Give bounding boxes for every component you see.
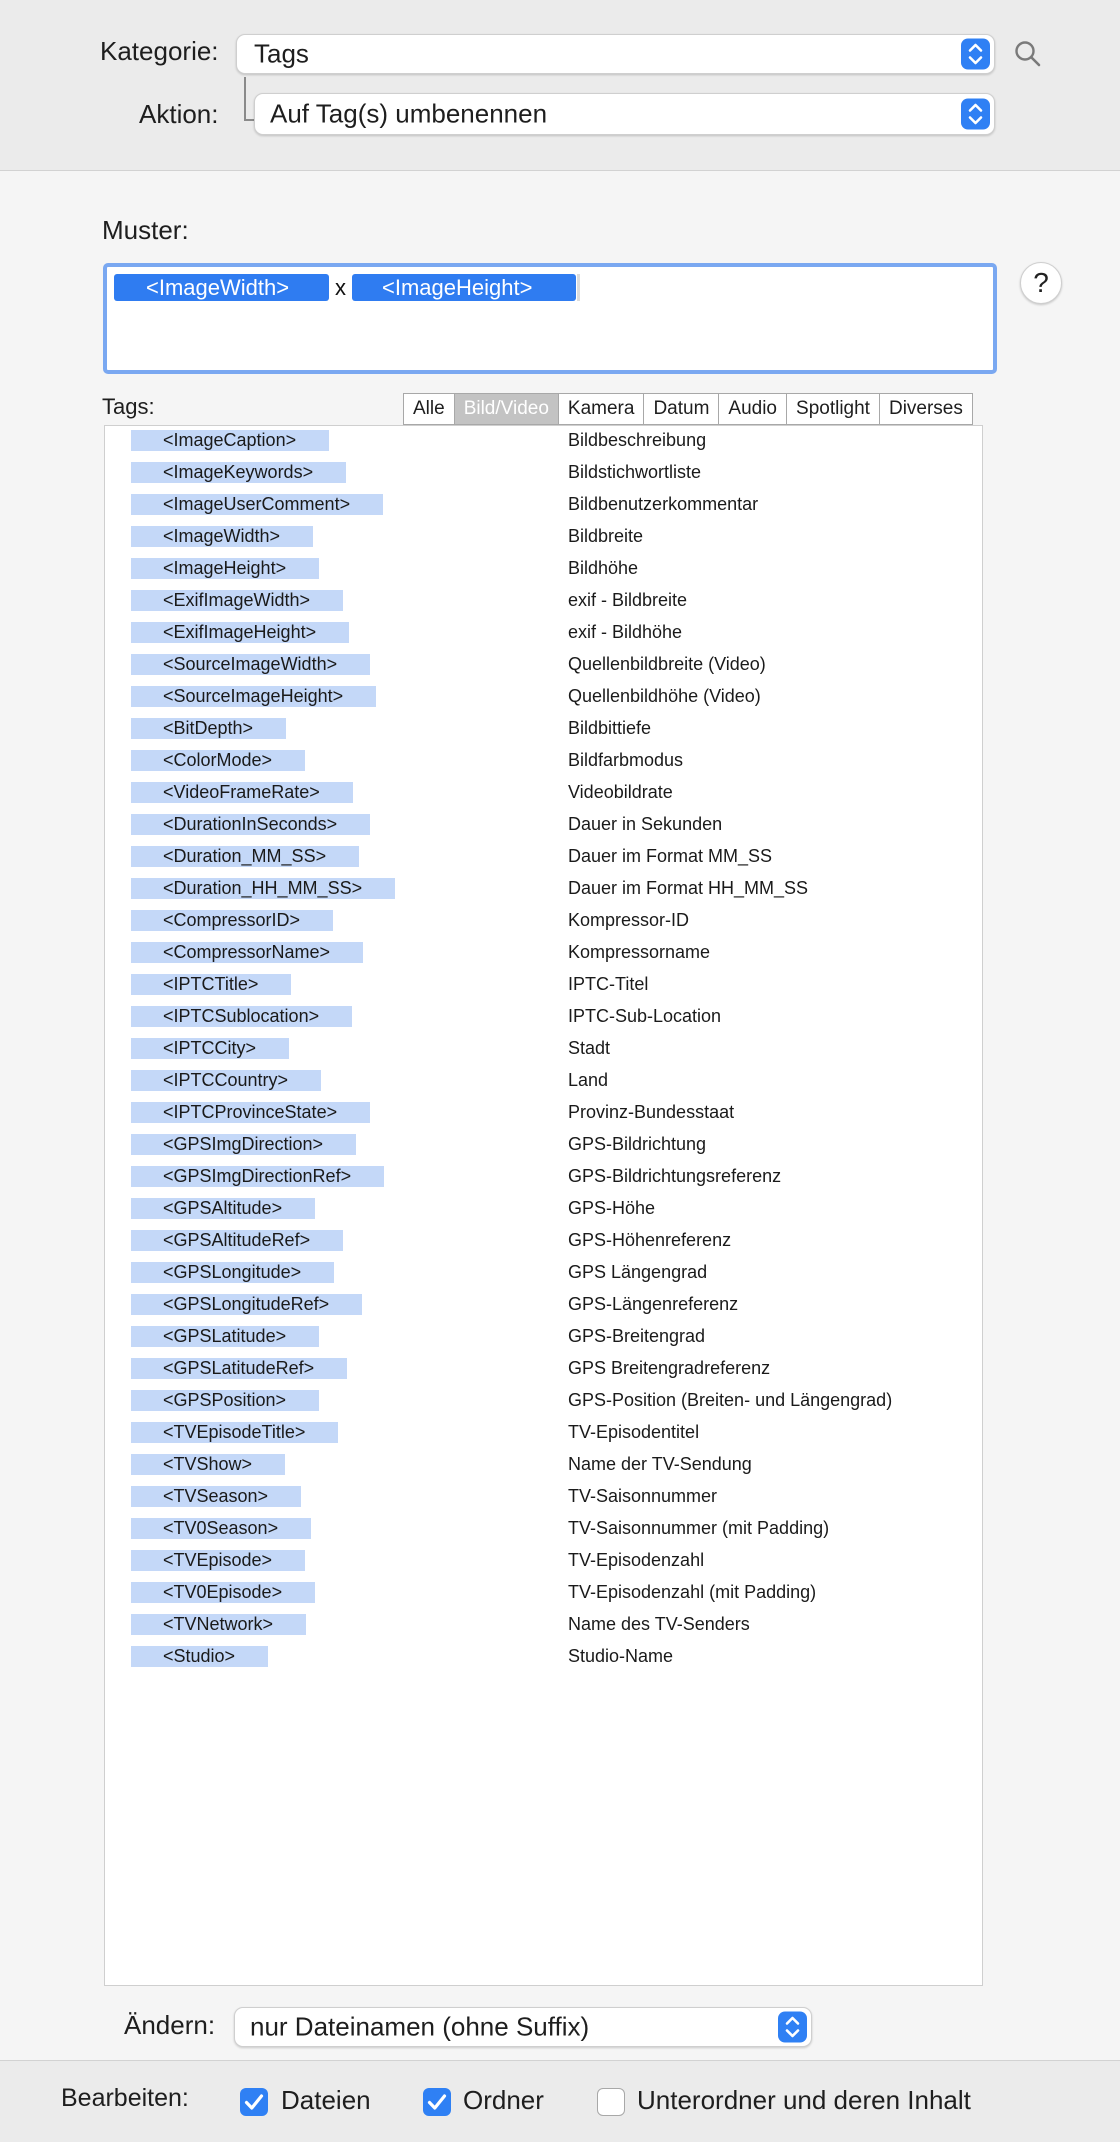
tag-token[interactable]: <TVEpisodeTitle>: [131, 1422, 338, 1443]
tag-description: Bildstichwortliste: [568, 462, 702, 482]
tag-token[interactable]: <IPTCSublocation>: [131, 1006, 352, 1027]
tag-token[interactable]: <IPTCProvinceState>: [131, 1102, 370, 1123]
tag-description: GPS-Bildrichtung: [568, 1134, 707, 1154]
tag-description: Land: [568, 1070, 609, 1090]
tags-label: Tags:: [102, 394, 155, 419]
tag-description: Studio-Name: [568, 1646, 674, 1666]
aktion-value: Auf Tag(s) umbenennen: [270, 98, 548, 129]
tag-row[interactable]: [105, 842, 982, 874]
tag-description: IPTC-Sub-Location: [568, 1006, 722, 1026]
tag-token[interactable]: <IPTCCity>: [131, 1038, 289, 1059]
tag-description: IPTC-Titel: [568, 974, 649, 994]
filter-tab[interactable]: Datum: [644, 394, 719, 424]
checkmark-icon: [423, 2088, 451, 2116]
tag-token[interactable]: <GPSAltitude>: [131, 1198, 315, 1219]
tag-token[interactable]: <CompressorName>: [131, 942, 363, 963]
tag-description: TV-Episodenzahl (mit Padding): [568, 1582, 817, 1602]
tag-description: Name der TV-Sendung: [568, 1454, 752, 1474]
tag-token[interactable]: <IPTCCountry>: [131, 1070, 321, 1091]
pattern-token[interactable]: <ImageHeight>: [352, 274, 576, 301]
pattern-field[interactable]: [103, 263, 997, 374]
tag-row[interactable]: [105, 1034, 982, 1066]
tag-row[interactable]: [105, 1482, 982, 1514]
filter-tab[interactable]: Spotlight: [787, 394, 880, 424]
tag-description: GPS-Höhe: [568, 1198, 656, 1218]
tag-token[interactable]: <SourceImageHeight>: [131, 686, 376, 707]
filter-tab[interactable]: Audio: [719, 394, 787, 424]
filter-tab[interactable]: Diverses: [888, 398, 963, 419]
tag-token[interactable]: <ExifImageHeight>: [131, 622, 349, 643]
tag-token[interactable]: <VideoFrameRate>: [131, 782, 353, 803]
tag-description: Bildbeschreibung: [568, 430, 707, 450]
tag-row[interactable]: [105, 1226, 982, 1258]
tag-row[interactable]: [105, 426, 982, 458]
tag-token[interactable]: <TV0Episode>: [131, 1582, 315, 1603]
chevron-updown-icon: [961, 39, 990, 70]
tag-description: Kompressor-ID: [568, 910, 690, 930]
tag-row[interactable]: [105, 1258, 982, 1290]
tag-token[interactable]: <GPSLatitudeRef>: [131, 1358, 347, 1379]
header-panel: [0, 0, 1120, 171]
pattern-label: Muster:: [102, 215, 189, 245]
tag-token[interactable]: <GPSImgDirection>: [131, 1134, 356, 1155]
tag-token[interactable]: <CompressorID>: [131, 910, 333, 931]
tag-row[interactable]: [105, 1002, 982, 1034]
tag-row[interactable]: [105, 1450, 982, 1482]
tag-description: Bildbenutzerkommentar: [568, 494, 759, 514]
tag-row[interactable]: [105, 714, 982, 746]
tag-row[interactable]: [105, 1098, 982, 1130]
tag-description: Provinz-Bundesstaat: [568, 1102, 735, 1122]
ordner-checkbox[interactable]: [423, 2088, 451, 2116]
tag-row[interactable]: [105, 810, 982, 842]
tag-row[interactable]: [105, 1290, 982, 1322]
tag-token[interactable]: <TVSeason>: [131, 1486, 301, 1507]
tag-row[interactable]: [105, 1354, 982, 1386]
aktion-popup[interactable]: [254, 93, 995, 135]
chevron-updown-icon: [778, 2012, 807, 2043]
checkmark-icon: [240, 2088, 268, 2116]
tag-token[interactable]: <ImageUserComment>: [131, 494, 383, 515]
tag-row[interactable]: [105, 586, 982, 618]
filter-tab[interactable]: Alle: [404, 394, 455, 424]
tag-token[interactable]: <GPSImgDirectionRef>: [131, 1166, 384, 1187]
chevron-updown-icon: [961, 99, 990, 130]
tag-row[interactable]: [105, 1322, 982, 1354]
tag-description: TV-Episodenzahl: [568, 1550, 705, 1570]
tag-row[interactable]: [105, 906, 982, 938]
tag-token[interactable]: <ImageWidth>: [131, 526, 313, 547]
tag-row[interactable]: [105, 1418, 982, 1450]
tag-description: Bildbittiefe: [568, 718, 652, 738]
tag-token[interactable]: <TVNetwork>: [131, 1614, 306, 1635]
dateien-label[interactable]: Dateien: [281, 2085, 371, 2115]
tag-description: Name des TV-Senders: [568, 1614, 750, 1634]
tag-description: GPS-Position (Breiten- und Längengrad): [568, 1390, 893, 1410]
change-value: nur Dateinamen (ohne Suffix): [250, 2011, 590, 2042]
tag-row[interactable]: [105, 490, 982, 522]
tag-description: Quellenbildbreite (Video): [568, 654, 766, 674]
tag-row[interactable]: [105, 1578, 982, 1610]
tag-token[interactable]: <ColorMode>: [131, 750, 305, 771]
tag-row[interactable]: [105, 1194, 982, 1226]
tag-row[interactable]: [105, 874, 982, 906]
tag-row[interactable]: [105, 1162, 982, 1194]
tag-row[interactable]: [105, 1066, 982, 1098]
tag-description: GPS-Bildrichtungsreferenz: [568, 1166, 782, 1186]
change-label: Ändern:: [124, 2010, 216, 2040]
tag-token[interactable]: <GPSLatitude>: [131, 1326, 319, 1347]
tag-description: TV-Saisonnummer (mit Padding): [568, 1518, 830, 1538]
tag-token[interactable]: <ImageCaption>: [131, 430, 329, 451]
tag-row[interactable]: [105, 682, 982, 714]
tag-description: Videobildrate: [568, 782, 673, 802]
tag-description: Bildbreite: [568, 526, 644, 546]
tag-description: exif - Bildbreite: [568, 590, 688, 610]
kategorie-label: Kategorie:: [100, 36, 219, 66]
tag-token[interactable]: <TV0Season>: [131, 1518, 311, 1539]
dateien-checkbox[interactable]: [240, 2088, 268, 2116]
tag-token[interactable]: <TVEpisode>: [131, 1550, 305, 1571]
change-popup[interactable]: [234, 2007, 812, 2047]
tag-row[interactable]: [105, 458, 982, 490]
tag-description: Dauer im Format MM_SS: [568, 846, 773, 866]
tag-description: Dauer in Sekunden: [568, 814, 723, 834]
tag-row[interactable]: [105, 1130, 982, 1162]
tag-token[interactable]: <DurationInSeconds>: [131, 814, 370, 835]
tag-list[interactable]: [104, 425, 983, 1986]
ordner-label[interactable]: Ordner: [463, 2085, 544, 2115]
tag-token[interactable]: <GPSLongitude>: [131, 1262, 334, 1283]
tag-row[interactable]: [105, 938, 982, 970]
tag-token[interactable]: <SourceImageWidth>: [131, 654, 370, 675]
tag-row[interactable]: [105, 1386, 982, 1418]
tag-token[interactable]: <IPTCTitle>: [131, 974, 291, 995]
tag-row[interactable]: [105, 1642, 982, 1674]
tag-token[interactable]: <ImageKeywords>: [131, 462, 346, 483]
tag-token[interactable]: <ExifImageWidth>: [131, 590, 343, 611]
tag-description: GPS-Längenreferenz: [568, 1294, 739, 1314]
tag-description: GPS Längengrad: [568, 1262, 708, 1282]
kategorie-popup[interactable]: [236, 34, 995, 74]
tag-row[interactable]: [105, 1514, 982, 1546]
tag-row[interactable]: [105, 618, 982, 650]
tag-row[interactable]: [105, 778, 982, 810]
pattern-separator: x: [335, 275, 346, 300]
tag-token[interactable]: <ImageHeight>: [131, 558, 319, 579]
tag-description: Quellenbildhöhe (Video): [568, 686, 761, 706]
tag-token[interactable]: <Studio>: [131, 1646, 268, 1667]
tag-description: GPS-Höhenreferenz: [568, 1230, 732, 1250]
filter-tab[interactable]: Kamera: [559, 394, 645, 424]
tag-token[interactable]: <GPSAltitudeRef>: [131, 1230, 343, 1251]
tag-token[interactable]: <BitDepth>: [131, 718, 286, 739]
edit-label: Bearbeiten:: [61, 2084, 189, 2112]
tag-token[interactable]: <GPSPosition>: [131, 1390, 319, 1411]
pattern-cursor: [577, 274, 580, 301]
tag-token[interactable]: <GPSLongitudeRef>: [131, 1294, 362, 1315]
tag-token[interactable]: <Duration_HH_MM_SS>: [131, 878, 395, 899]
edit-options-bar: [0, 2060, 1120, 2142]
unterordner-label[interactable]: Unterordner und deren Inhalt: [637, 2085, 971, 2115]
search-icon[interactable]: [1013, 39, 1043, 69]
tag-token[interactable]: <TVShow>: [131, 1454, 285, 1475]
tag-row[interactable]: [105, 522, 982, 554]
tag-description: Dauer im Format HH_MM_SS: [568, 878, 809, 898]
tag-description: Bildhöhe: [568, 558, 639, 578]
tag-token[interactable]: <Duration_MM_SS>: [131, 846, 359, 867]
help-button[interactable]: ?: [1020, 262, 1062, 304]
tag-row[interactable]: [105, 746, 982, 778]
unterordner-checkbox[interactable]: [597, 2088, 625, 2116]
aktion-label: Aktion:: [139, 99, 219, 129]
tag-description: TV-Episodentitel: [568, 1422, 700, 1442]
tag-category-filter[interactable]: [403, 393, 973, 425]
tag-description: GPS-Breitengrad: [568, 1326, 706, 1346]
tag-row[interactable]: [105, 970, 982, 1002]
tag-description: Bildfarbmodus: [568, 750, 684, 770]
tag-row[interactable]: [105, 1610, 982, 1642]
tag-row[interactable]: [105, 1546, 982, 1578]
tag-description: Kompressorname: [568, 942, 711, 962]
tree-connector: [244, 77, 254, 121]
filter-tab[interactable]: Bild/Video: [455, 394, 559, 424]
pattern-token[interactable]: <ImageWidth>: [114, 274, 329, 301]
tag-row[interactable]: [105, 554, 982, 586]
tag-description: Stadt: [568, 1038, 611, 1058]
tag-description: TV-Saisonnummer: [568, 1486, 718, 1506]
kategorie-value: Tags: [254, 38, 309, 69]
tag-row[interactable]: [105, 650, 982, 682]
tag-description: exif - Bildhöhe: [568, 622, 683, 642]
tag-description: GPS Breitengradreferenz: [568, 1358, 771, 1378]
pattern-tokens: [114, 272, 580, 303]
